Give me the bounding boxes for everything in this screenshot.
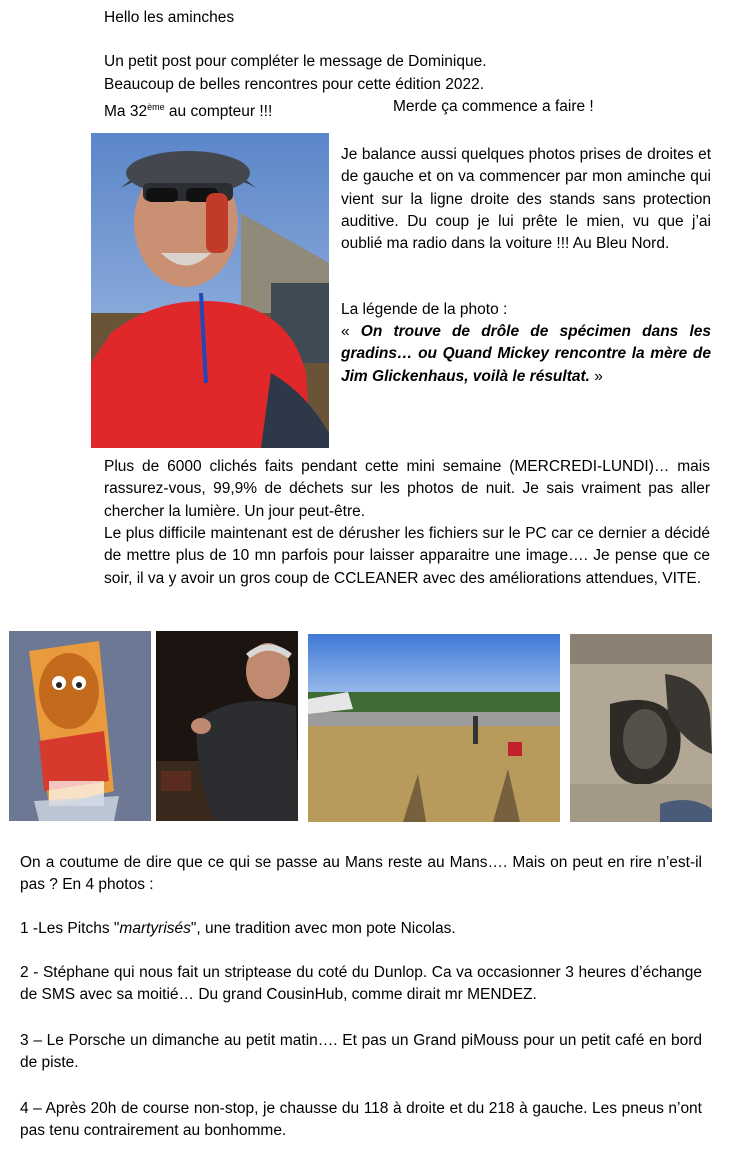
man-in-hat-photo [91, 133, 329, 448]
greeting: Hello les aminches [104, 9, 235, 26]
intro-line-3 [104, 96, 272, 123]
note-1-prefix: 1 -Les Pitchs " [20, 920, 120, 937]
quote-close: » [589, 367, 603, 385]
intro-line-3-right: Merde ça commence a faire ! [393, 98, 594, 115]
quote-open: « [341, 323, 361, 340]
photo-note-2: 2 - Stéphane qui nous fait un striptease du coté du Dunlop. Ca va occasionner 3 heures d’échange de SMS avec sa moitié… Du grand CousinHub, comme dirait mr MENDEZ. [20, 964, 702, 1004]
note-1-suffix: ", une tradition avec mon pote Nicolas. [190, 920, 456, 937]
worn-shoes-photo [570, 634, 712, 822]
intro-line-2: Beaucoup de belles rencontres pour cette édition 2022. [104, 76, 485, 93]
paddock-morning-photo [308, 634, 560, 822]
photo-caption [341, 321, 711, 388]
legend-label: La légende de la photo : [341, 301, 508, 318]
pitch-pastry-photo [9, 631, 151, 821]
photo-note-3: 3 – Le Porsche un dimanche au petit matin…. Et pas un Grand piMouss pour un petit café en bord de piste. [20, 1032, 702, 1072]
caption-quote: On trouve de drôle de spécimen dans les gradins… ou Quand Mickey rencontre la mère de Jim Glickenhaus, voilà le résultat. [341, 323, 712, 385]
counter-prefix: Ma 32 [104, 103, 148, 121]
counter-suffix: au compteur !!! [164, 103, 273, 121]
middle-paragraph-2: Le plus difficile maintenant est de dérusher les fichiers sur le PC car ce dernier a décidé de mettre plus de 10 mn parfois pour laisser apparaitre une image…. Je pense que ce soir, il va y avoir un gros coup de CCLEANER avec des améliorations attendues, VITE. [104, 525, 710, 587]
photo-note-1 [20, 918, 456, 940]
stephane-night-photo [156, 631, 298, 821]
note-1-emphasis: martyrisés [119, 920, 191, 937]
counter-superscript: ème [147, 102, 165, 112]
bottom-intro: On a coutume de dire que ce qui se passe au Mans reste au Mans…. Mais on peut en rire n’est-il pas ? En 4 photos : [20, 854, 702, 894]
middle-paragraph-1: Plus de 6000 clichés faits pendant cette mini semaine (MERCREDI-LUNDI)… mais rassurez-vous, 99,9% de déchets sur les photos de nuit. Je sais vraiment pas aller chercher la lumière. Un jour peut-être. [104, 458, 710, 520]
photo-note-4: 4 – Après 20h de course non-stop, je chausse du 118 à droite et du 218 à gauche. Les pneus n’ont pas tenu contrairement au bonhomme. [20, 1100, 702, 1140]
side-paragraph: Je balance aussi quelques photos prises de droites et de gauche et on va commencer par mon aminche qui vient sur la ligne droite des stands sans protection auditive. Du coup je lui prête le mien, vu que j’ai oublié ma radio dans la voiture !!! Au Bleu Nord. [341, 146, 711, 253]
intro-line-1: Un petit post pour compléter le message de Dominique. [104, 53, 487, 70]
